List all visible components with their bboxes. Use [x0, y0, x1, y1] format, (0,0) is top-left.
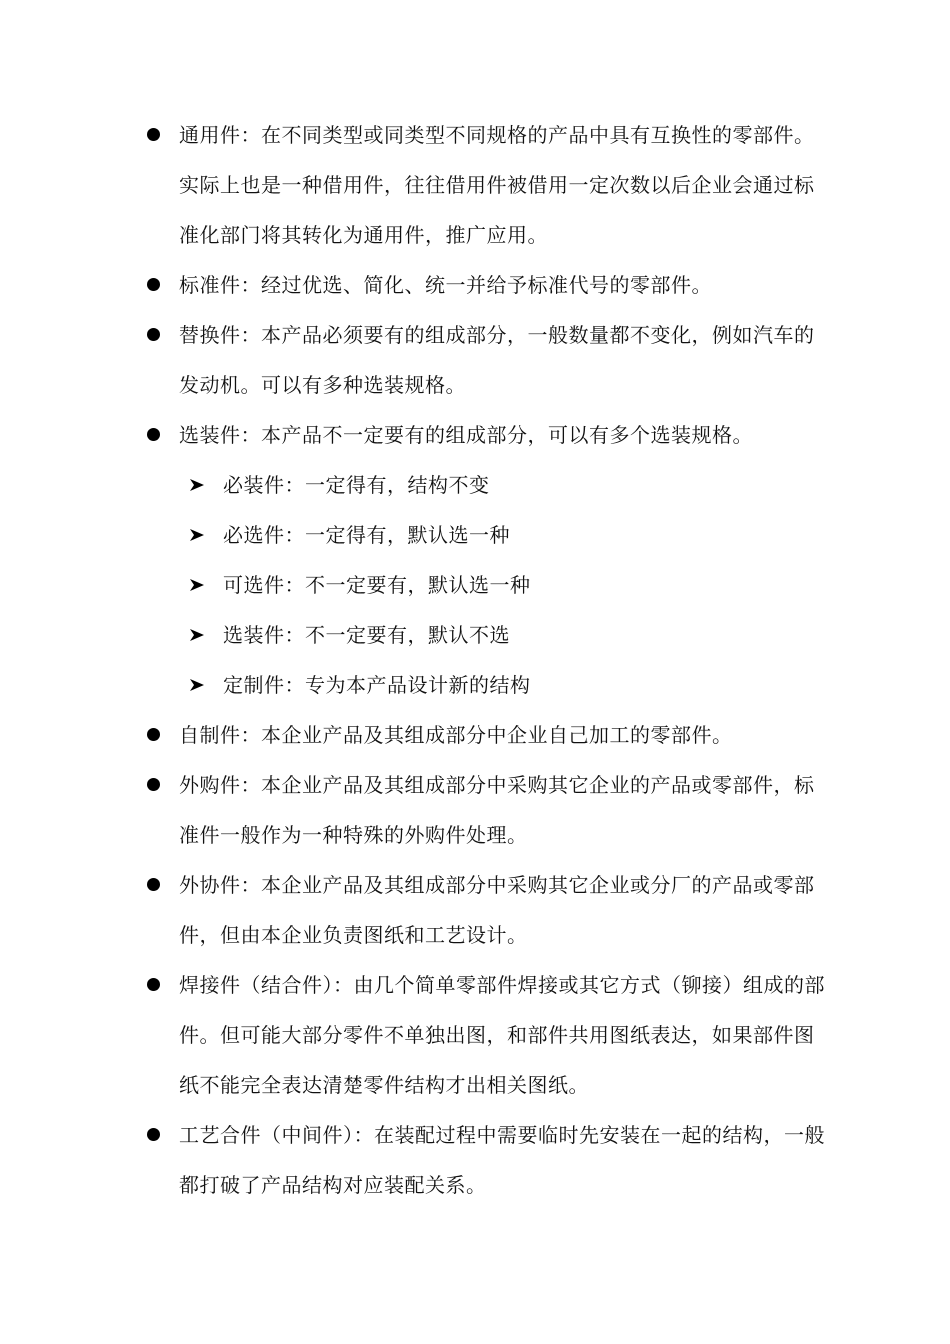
item-text: 焊接件（结合件）：由几个简单零部件焊接或其它方式（铆接）组成的部件。但可能大部分零件不单独出图，和部件共用图纸表达，如果部件图纸不能完全表达清楚零件结构才出相关图纸。 [179, 973, 825, 1097]
sub-item-selectable [145, 560, 825, 610]
item-text: 自制件：本企业产品及其组成部分中企业自己加工的零部件。 [179, 723, 733, 747]
sub-item-text: 必装件：一定得有，结构不变 [223, 473, 490, 497]
arrow-bullet-icon [189, 528, 205, 542]
sub-item-custom [145, 660, 825, 710]
arrow-bullet-icon [189, 478, 205, 492]
bullet-icon [147, 428, 160, 441]
bullet-icon [147, 328, 160, 341]
list-item-replacement-part [145, 310, 825, 410]
list-item-optional-part [145, 410, 825, 460]
part-type-list [145, 110, 825, 1210]
list-item-welded-part [145, 960, 825, 1110]
item-text: 替换件：本产品必须要有的组成部分，一般数量都不变化，例如汽车的发动机。可以有多种选装规格。 [179, 323, 815, 397]
bullet-icon [147, 1128, 160, 1141]
bullet-icon [147, 128, 160, 141]
bullet-icon [147, 778, 160, 791]
item-text: 标准件：经过优选、简化、统一并给予标准代号的零部件。 [179, 273, 712, 297]
bullet-icon [147, 278, 160, 291]
bullet-icon [147, 878, 160, 891]
item-text: 外购件：本企业产品及其组成部分中采购其它企业的产品或零部件，标准件一般作为一种特殊的外购件处理。 [179, 773, 815, 847]
sub-item-required-choice [145, 510, 825, 560]
sub-item-text: 可选件：不一定要有，默认选一种 [223, 573, 531, 597]
item-text: 选装件：本产品不一定要有的组成部分，可以有多个选装规格。 [179, 423, 753, 447]
sub-item-required-fixed [145, 460, 825, 510]
sub-item-text: 选装件：不一定要有，默认不选 [223, 623, 510, 647]
item-text: 工艺合件（中间件）：在装配过程中需要临时先安装在一起的结构，一般都打破了产品结构对应装配关系。 [179, 1123, 825, 1197]
bullet-icon [147, 978, 160, 991]
item-text: 外协件：本企业产品及其组成部分中采购其它企业或分厂的产品或零部件，但由本企业负责图纸和工艺设计。 [179, 873, 815, 947]
list-item-standard-part [145, 260, 825, 310]
sub-item-text: 必选件：一定得有，默认选一种 [223, 523, 510, 547]
item-text: 通用件：在不同类型或同类型不同规格的产品中具有互换性的零部件。实际上也是一种借用件，往往借用件被借用一定次数以后企业会通过标准化部门将其转化为通用件，推广应用。 [179, 123, 815, 247]
arrow-bullet-icon [189, 628, 205, 642]
list-item-purchased-part [145, 760, 825, 860]
list-item-common-part [145, 110, 825, 260]
arrow-bullet-icon [189, 678, 205, 692]
arrow-bullet-icon [189, 578, 205, 592]
sub-item-optional [145, 610, 825, 660]
list-item-self-made-part [145, 710, 825, 760]
bullet-icon [147, 728, 160, 741]
sub-item-text: 定制件：专为本产品设计新的结构 [223, 673, 531, 697]
list-item-outsourced-part [145, 860, 825, 960]
list-item-process-assembly [145, 1110, 825, 1210]
